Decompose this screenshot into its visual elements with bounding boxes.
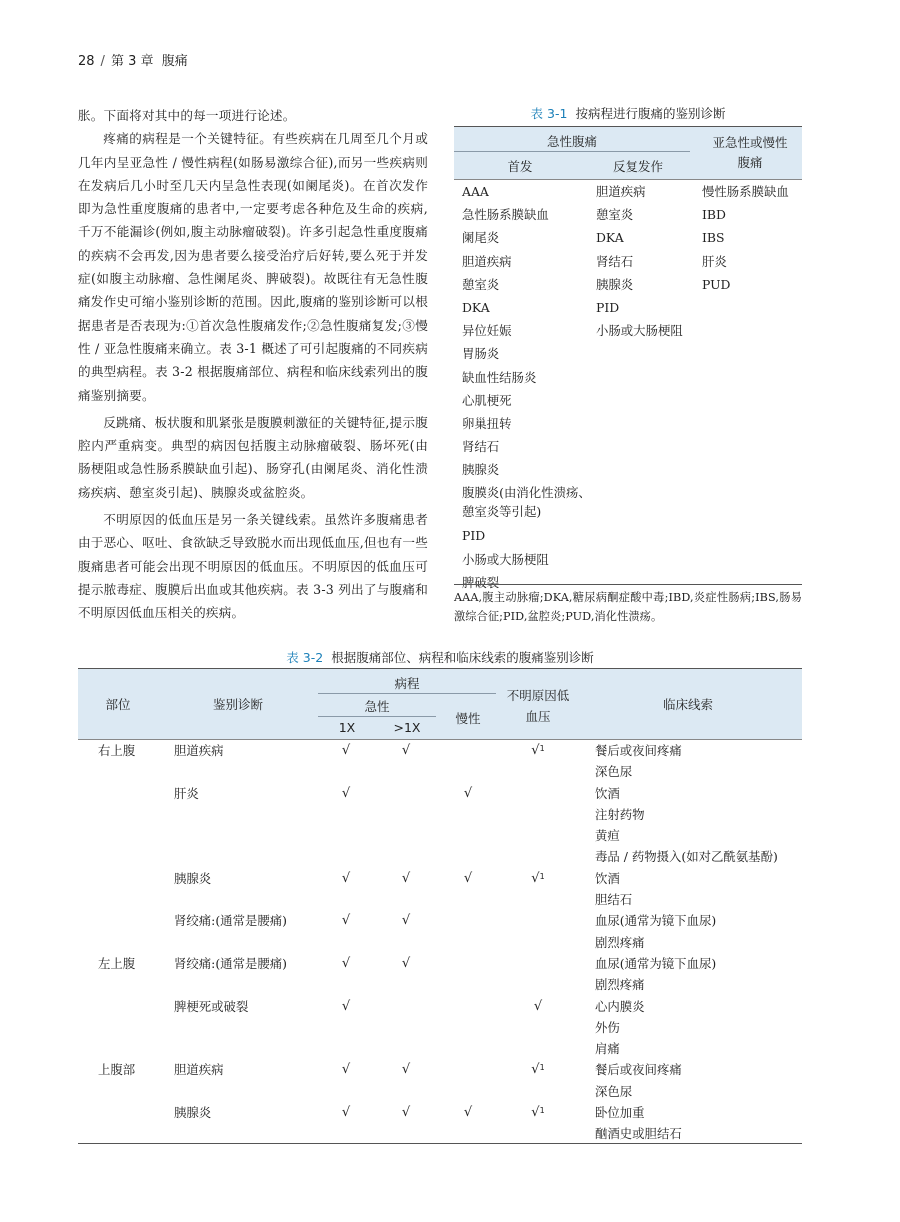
check-mark — [518, 1102, 558, 1123]
check-mark: √ — [401, 955, 411, 971]
table1-col-first — [462, 180, 592, 594]
table2-header-hypotension: 不明原因低血压 — [506, 688, 570, 724]
table2-header-more: >1X — [393, 720, 421, 735]
table1-number: 表 3-1 — [530, 106, 568, 121]
diagnosis-cell: 肾绞痛:(通常是腰痛) — [174, 955, 287, 971]
table-cell: 脾破裂 — [462, 574, 500, 590]
diagnosis-cell: 肝炎 — [174, 785, 199, 801]
check-symbol: √ — [531, 1062, 540, 1078]
table-cell: 胰腺炎 — [462, 462, 500, 478]
clues-cell — [595, 740, 682, 783]
footnote-marker: 1 — [539, 1106, 545, 1116]
table1-header — [454, 126, 802, 180]
table-cell: 小肠或大肠梗阻 — [596, 323, 683, 339]
footnote-marker: 1 — [539, 744, 545, 753]
check-mark: √ — [341, 955, 351, 971]
table2-header-diagnosis: 鉴别诊断 — [212, 697, 263, 712]
paragraph: 疼痛的病程是一个关键特征。有些疾病在几周至几个月或几年内呈亚急性 / 慢性病程(如肠易激综合征),而另一些疾病则在发病后几小时至几天内呈急性表现(如阑尾炎)。在首次发作即为急性重度腹痛的患者中,一定要考虑各种危及生命的疾病,千万不能漏诊(例如,腹主动脉瘤破裂)。许多引起急性重度腹痛的疾病不会再发,因为患者要么接受治疗后好转,要么死于并发症(如腹主动脉瘤、急性阑尾炎、脾破裂)。故既往有无急性腹痛发作史可缩小鉴别诊断的范围。因此,腹痛的鉴别诊断可以根据患者是否表现为:①首次急性腹痛发作;②急性腹痛复发;③慢性 / 亚急性腹痛来确立。表 3-1 概述了可引起腹痛的不同疾病的典型病程。表 3-2 根据腹痛部位、病程和临床线索列出的腹痛鉴别摘要。 — [78, 131, 428, 403]
page-header — [78, 50, 188, 69]
check-mark: √ — [401, 1062, 411, 1078]
table-cell: 小肠或大肠梗阻 — [462, 551, 549, 567]
clues-cell — [595, 1059, 682, 1102]
table-cell: DKA — [596, 230, 624, 246]
table2-header-course: 病程 — [394, 676, 420, 691]
body-text — [78, 104, 428, 625]
table2-caption — [78, 648, 802, 666]
clues-cell — [595, 868, 632, 911]
check-symbol: √ — [531, 1105, 540, 1121]
clue-line: 心内膜炎 — [595, 998, 645, 1014]
table1-col-recurrent — [596, 180, 700, 342]
check-mark: √ — [341, 785, 351, 801]
clue-line: 外伤 — [595, 1019, 620, 1035]
table-cell: IBD — [702, 207, 726, 223]
table-cell: 腹膜炎(由消化性溃疡、憩室炎等引起) — [462, 485, 591, 520]
table2-header-clues: 临床线索 — [662, 697, 713, 712]
clue-line: 毒品 / 药物摄入(如对乙酰氨基酚) — [595, 849, 778, 865]
table1-header-first: 首发 — [507, 159, 533, 174]
clue-line: 饮酒 — [595, 870, 620, 886]
table-row — [78, 1059, 802, 1102]
clue-line: 黄疸 — [595, 828, 620, 844]
check-mark: √ — [401, 913, 411, 929]
table-cell: 憩室炎 — [596, 207, 634, 223]
diagnosis-cell: 胰腺炎 — [174, 1105, 212, 1121]
table1-title: 按病程进行腹痛的鉴别诊断 — [575, 106, 726, 121]
check-mark: √ — [341, 1062, 351, 1078]
check-mark: √ — [341, 1105, 351, 1121]
chapter-label: 第 3 章 — [110, 54, 154, 69]
table2-number: 表 3-2 — [286, 650, 324, 665]
check-mark — [518, 868, 558, 889]
table-cell: 阑尾炎 — [462, 230, 500, 246]
table-cell: 胆道疾病 — [462, 253, 512, 269]
table-row — [78, 910, 802, 953]
clues-cell — [595, 783, 778, 868]
clue-line: 深色尿 — [595, 764, 633, 780]
table-row — [78, 783, 802, 868]
clue-line: 血尿(通常为镜下血尿) — [595, 955, 717, 971]
paragraph: 不明原因的低血压是另一条关键线索。虽然许多腹痛患者由于恶心、呕吐、食欲缺乏导致脱水而出现低血压,但也有一些腹痛患者可能会出现不明原因的低血压。不明原因的低血压可提示脓毒症、腹膜后出血或其他疾病。表 3-3 列出了与腹痛和不明原因低血压相关的疾病。 — [78, 512, 428, 621]
check-mark: √ — [341, 870, 351, 886]
table-cell: PUD — [702, 276, 731, 292]
diagnosis-cell: 胰腺炎 — [174, 870, 212, 886]
table2-header-site: 部位 — [105, 697, 131, 712]
check-mark — [518, 996, 558, 1017]
diagnosis-cell: 肾绞痛:(通常是腰痛) — [174, 913, 287, 929]
table1-caption — [454, 104, 802, 122]
clue-line: 餐后或夜间疼痛 — [595, 743, 682, 758]
table-cell: 急性肠系膜缺血 — [462, 207, 549, 223]
table-cell: 憩室炎 — [462, 276, 500, 292]
site-cell: 左上腹 — [98, 955, 136, 971]
check-mark — [518, 1059, 558, 1080]
check-symbol: √ — [531, 743, 540, 758]
clue-line: 餐后或夜间疼痛 — [595, 1062, 682, 1078]
clues-cell — [595, 910, 716, 953]
check-mark: √ — [341, 743, 351, 758]
check-mark: √ — [341, 913, 351, 929]
header-separator: / — [100, 54, 105, 69]
table-cell: PID — [596, 299, 620, 315]
table2-header-acute: 急性 — [364, 699, 390, 714]
clue-line: 酗酒史或胆结石 — [595, 1126, 682, 1142]
table-cell: AAA — [462, 184, 489, 199]
table-cell: DKA — [462, 299, 490, 315]
table-row — [78, 996, 802, 1060]
table2-title: 根据腹痛部位、病程和临床线索的腹痛鉴别诊断 — [331, 650, 594, 665]
table2-header-chronic: 慢性 — [455, 711, 481, 726]
diagnosis-cell: 胆道疾病 — [174, 743, 224, 758]
check-mark: √ — [341, 998, 351, 1014]
table-cell: 胆道疾病 — [596, 184, 646, 199]
table2-header-divider — [318, 693, 496, 694]
check-mark: √ — [463, 785, 473, 801]
table2-header-divider — [318, 716, 436, 717]
site-cell: 上腹部 — [98, 1062, 136, 1078]
check-symbol: √ — [531, 870, 540, 886]
check-mark: √ — [401, 743, 411, 758]
table1-footnote: AAA,腹主动脉瘤;DKA,糖尿病酮症酸中毒;IBD,炎症性肠病;IBS,肠易激综合征;PID,盆腔炎;PUD,消化性溃疡。 — [454, 591, 802, 623]
table-cell: 缺血性结肠炎 — [462, 369, 537, 385]
clue-line: 卧位加重 — [595, 1105, 645, 1121]
check-mark: √ — [463, 870, 473, 886]
clue-line: 血尿(通常为镜下血尿) — [595, 913, 717, 929]
chapter-title: 腹痛 — [161, 54, 188, 69]
table-cell: 肾结石 — [462, 439, 500, 455]
clues-cell — [595, 953, 716, 996]
table-cell: 慢性肠系膜缺血 — [702, 184, 789, 199]
clue-line: 剧烈疼痛 — [595, 934, 645, 950]
table2-bottom-rule — [78, 1143, 802, 1144]
table-cell: 心肌梗死 — [462, 392, 512, 408]
table1-header-divider — [454, 151, 690, 152]
table-cell: PID — [462, 528, 486, 544]
table1-group-header: 急性腹痛 — [546, 134, 597, 149]
diagnosis-cell: 胆道疾病 — [174, 1062, 224, 1078]
table-row — [78, 953, 802, 996]
clues-cell — [595, 1102, 682, 1145]
check-mark: √ — [463, 1105, 473, 1121]
table1-header-recurrent: 反复发作 — [612, 159, 663, 174]
clue-line: 注射药物 — [595, 806, 645, 822]
clue-line: 剧烈疼痛 — [595, 977, 645, 993]
table2-body — [78, 740, 802, 1145]
table1-col-chronic — [702, 180, 802, 296]
table1-bottom-rule — [454, 584, 802, 585]
table-cell: 卵巢扭转 — [462, 415, 512, 431]
check-mark: √ — [401, 1105, 411, 1121]
diagnosis-cell: 脾梗死或破裂 — [174, 998, 249, 1014]
table2-header — [78, 668, 802, 740]
clue-line: 深色尿 — [595, 1083, 633, 1099]
footnote-marker: 1 — [539, 871, 545, 881]
paragraph: 反跳痛、板状腹和肌紧张是腹膜刺激征的关键特征,提示腹腔内严重病变。典型的病因包括腹主动脉瘤破裂、肠坏死(由肠梗阻或急性肠系膜缺血引起)、肠穿孔(由阑尾炎、消化性溃疡疾病、憩室炎引起)、胰腺炎或盆腔炎。 — [78, 414, 428, 500]
table-cell: 胃肠炎 — [462, 346, 500, 362]
check-mark: √ — [401, 870, 411, 886]
table-row — [78, 740, 802, 783]
check-symbol: √ — [533, 998, 543, 1014]
clue-line: 饮酒 — [595, 785, 620, 801]
footnote-marker: 1 — [539, 1063, 545, 1073]
table-cell: 肝炎 — [702, 253, 727, 269]
table1-header-chronic: 亚急性或慢性腹痛 — [712, 135, 788, 170]
table2-header-once: 1X — [338, 720, 356, 735]
table-row — [78, 868, 802, 911]
table-cell: 异位妊娠 — [462, 323, 512, 339]
table-cell: IBS — [702, 230, 725, 246]
paragraph: 胀。下面将对其中的每一项进行论述。 — [78, 108, 296, 123]
clues-cell — [595, 996, 645, 1060]
table-cell: 肾结石 — [596, 253, 634, 269]
site-cell: 右上腹 — [98, 743, 136, 758]
clue-line: 胆结石 — [595, 892, 633, 908]
table-row — [78, 1102, 802, 1145]
page-number: 28 — [78, 54, 95, 69]
table-cell: 胰腺炎 — [596, 276, 634, 292]
check-mark — [518, 740, 558, 761]
clue-line: 肩痛 — [595, 1041, 620, 1057]
